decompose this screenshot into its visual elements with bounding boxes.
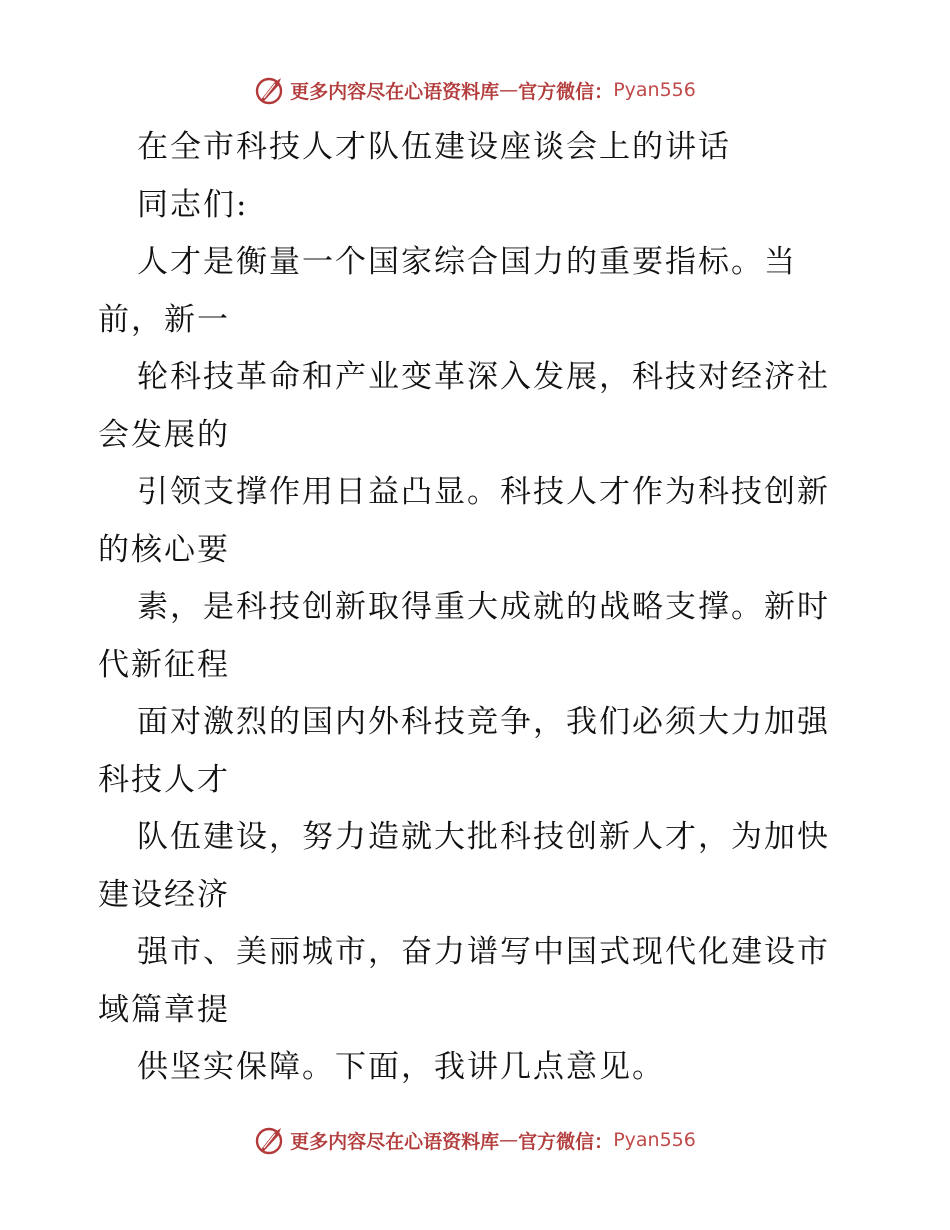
paragraph-line: 建设经济 — [98, 876, 230, 913]
document-body — [98, 119, 858, 1097]
banner-wechat-id: Pyan556 — [613, 1129, 696, 1151]
paragraph-line: 强市、美丽城市，奋力谱写中国式现代化建设市 — [137, 934, 830, 970]
banner-separator: — — [499, 79, 519, 101]
banner-sub-text: 官方微信： — [518, 80, 614, 103]
paragraph-line: 人才是衡量一个国家综合国力的重要指标。当 — [137, 244, 797, 280]
quill-pen-logo-icon — [254, 74, 286, 106]
paragraph-line: 轮科技革命和产业变革深入发展，科技对经济社 — [137, 359, 830, 395]
watermark-banner-top — [0, 70, 950, 110]
banner-separator: — — [499, 1129, 519, 1151]
paragraph-line: 科技人才 — [98, 761, 230, 798]
banner-main-text: 更多内容尽在心语资料库 — [290, 80, 500, 103]
paragraph-line: 的核心要 — [98, 531, 230, 568]
banner-sub-text: 官方微信： — [518, 1130, 614, 1153]
paragraph-line: 素，是科技创新取得重大成就的战略支撑。新时 — [137, 589, 830, 625]
watermark-banner-bottom — [0, 1120, 950, 1160]
banner-wechat-id: Pyan556 — [613, 79, 696, 101]
banner-main-text: 更多内容尽在心语资料库 — [290, 1130, 500, 1153]
paragraph-line: 供坚实保障。下面，我讲几点意见。 — [137, 1049, 665, 1085]
paragraph-line: 前，新一 — [98, 301, 230, 338]
paragraph-line: 代新征程 — [98, 646, 230, 683]
paragraph-line: 会发展的 — [98, 416, 230, 453]
paragraph-line: 队伍建设，努力造就大批科技创新人才，为加快 — [137, 819, 830, 855]
paragraph-line: 面对激烈的国内外科技竞争，我们必须大力加强 — [137, 704, 830, 740]
paragraph-line: 域篇章提 — [98, 991, 230, 1028]
salutation: 同志们: — [137, 186, 249, 223]
document-title: 在全市科技人才队伍建设座谈会上的讲话 — [137, 129, 731, 165]
quill-pen-logo-icon — [254, 1124, 286, 1156]
paragraph-line: 引领支撑作用日益凸显。科技人才作为科技创新 — [137, 474, 830, 510]
